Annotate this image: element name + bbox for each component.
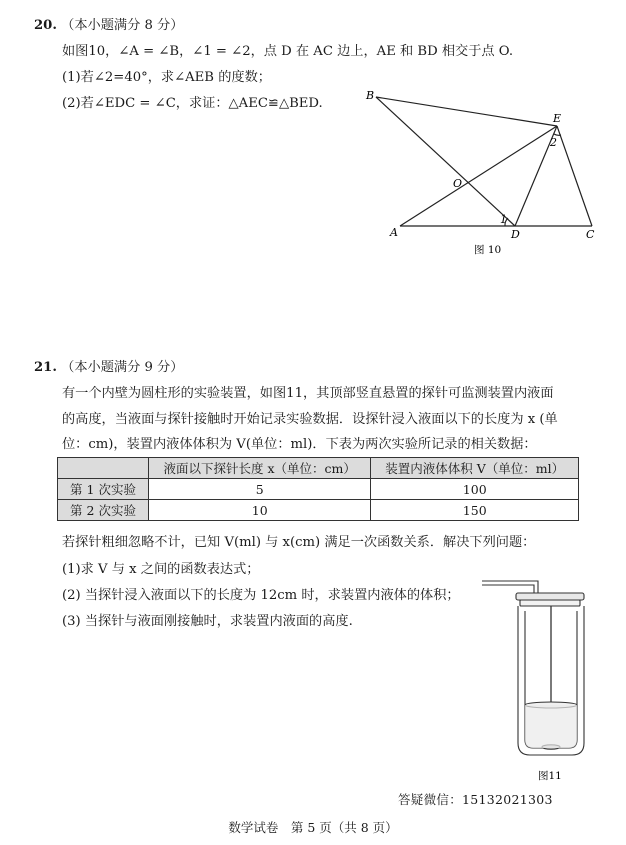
table-header-blank: [58, 458, 149, 479]
table-row-label: 第 1 次实验: [58, 479, 149, 500]
q21-number: 21.: [34, 360, 57, 375]
q20-part1: (1)若∠2=40°，求∠AEB 的度数；: [62, 70, 271, 85]
table-row: [58, 500, 579, 521]
q20-number: 20.: [34, 18, 57, 33]
liquid-body: [525, 705, 577, 748]
label-C: C: [586, 228, 595, 241]
experiment-table: [57, 457, 579, 521]
table-cell-v: 100: [371, 479, 579, 500]
page-footer: 数学试卷 第 5 页（共 8 页）: [228, 820, 398, 835]
table-cell-x: 10: [149, 500, 371, 521]
label-E: E: [553, 112, 562, 125]
label-A: A: [390, 226, 398, 239]
q20-header: [34, 14, 183, 33]
label-2: 2: [550, 136, 557, 149]
q21-para1: 有一个内壁为圆柱形的实验装置，如图11，其顶部竖直悬置的探针可监测装置内液面: [62, 386, 554, 401]
lid-rim: [520, 600, 580, 606]
q20-score: （本小题满分 8 分）: [61, 18, 184, 33]
table-cell-v: 150: [371, 500, 579, 521]
table-cell-x: 5: [149, 479, 371, 500]
q21-header: [34, 356, 183, 375]
figure-10-diagram: [360, 88, 610, 258]
wechat-contact: 答疑微信：15132021303: [398, 792, 553, 807]
segment-EC: [557, 126, 592, 226]
q21-para2: 的高度，当液面与探针接触时开始记录实验数据．设探针浸入液面以下的长度为 x (单: [62, 412, 558, 427]
table-header-row: [58, 458, 579, 479]
q20-part2: (2)若∠EDC = ∠C，求证：△AEC≌△BED.: [62, 96, 323, 111]
label-B: B: [366, 89, 375, 102]
apparatus-lid: [516, 593, 584, 600]
table-header-x: 液面以下探针长度 x（单位：cm）: [149, 458, 371, 479]
q20-stem: 如图10，∠A = ∠B，∠1 = ∠2，点 D 在 AC 边上，AE 和 BD 相交于点 O.: [62, 44, 514, 59]
figure-11-caption: 图11: [538, 770, 562, 782]
label-1: 1: [500, 213, 507, 226]
q21-part1: (1)求 V 与 x 之间的函数表达式；: [62, 562, 260, 577]
q21-after-table: 若探针粗细忽略不计，已知 V(ml) 与 x(cm) 满足一次函数关系．解决下列问题：: [62, 535, 536, 550]
figure-11-apparatus: [480, 575, 590, 785]
q21-score: （本小题满分 9 分）: [61, 360, 184, 375]
table-header-v: 装置内液体体积 V（单位：ml）: [371, 458, 579, 479]
label-D: D: [511, 228, 520, 241]
label-O: O: [453, 177, 463, 190]
q21-para3: 位：cm)，装置内液体体积为 V(单位：ml)．下表为两次实验所记录的相关数据：: [62, 437, 537, 452]
figure-10-caption: 图 10: [474, 244, 502, 256]
q21-part2: (2) 当探针浸入液面以下的长度为 12cm 时，求装置内液体的体积；: [62, 588, 460, 603]
q21-part3: (3) 当探针与液面刚接触时，求装置内液面的高度.: [62, 614, 353, 629]
table-row-label: 第 2 次实验: [58, 500, 149, 521]
table-row: [58, 479, 579, 500]
